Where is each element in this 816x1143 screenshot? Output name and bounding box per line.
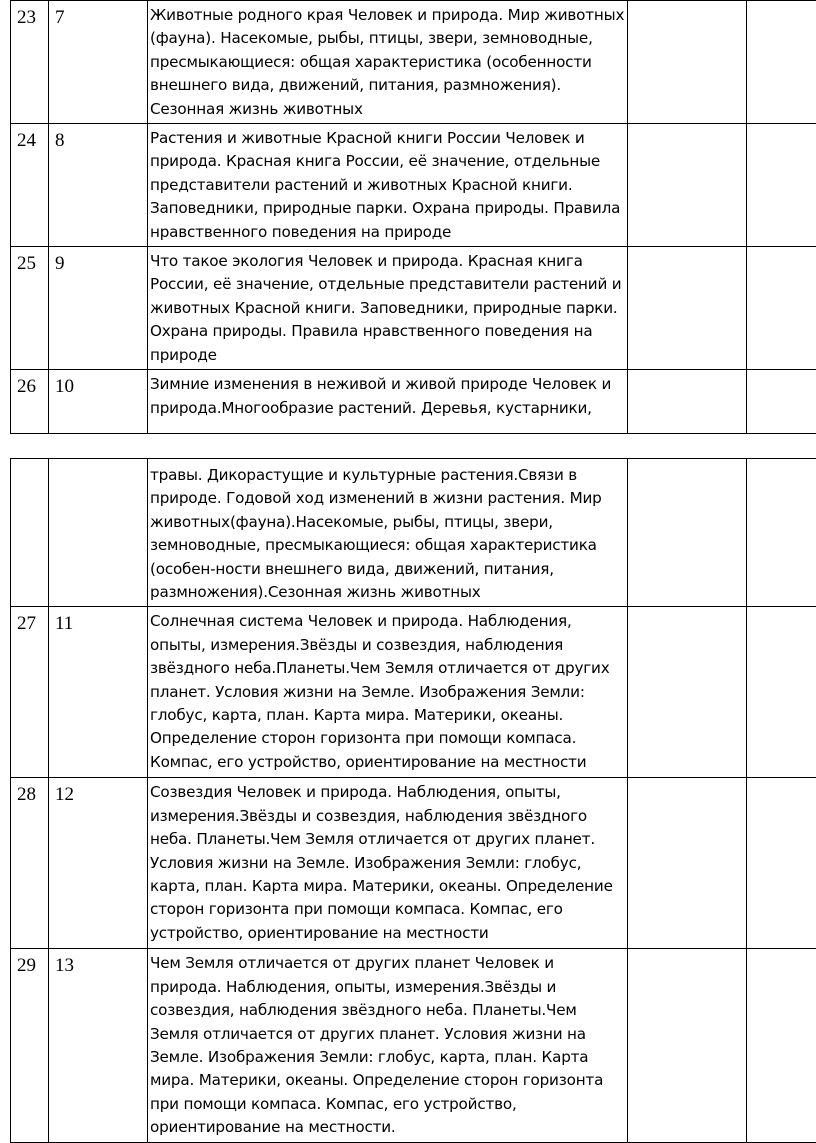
empty-cell [747, 949, 816, 1142]
empty-cell [628, 1, 747, 124]
table-row [11, 247, 816, 370]
empty-cell [628, 607, 747, 778]
lesson-topic: Животные родного края Человек и природа. Мир животных (фауна). Насекомые, рыбы, птицы, звери, земноводные, пресмыкающиеся: общая характеристика (особенности внешнего вида, движений, питания, размножения). Сезонная жизнь животных [148, 1, 628, 124]
table-row [11, 124, 816, 247]
lesson-number: 10 [49, 370, 148, 434]
lesson-topic: Созвездия Человек и природа. Наблюдения, опыты, измерения.Звёзды и созвездия, наблюдения звёздного неба. Планеты.Чем Земля отличается от других планет. Условия жизни на Земле. Изображения Земли: глобус, карта, план. Карта мира. Материки, океаны. Определение сторон горизонта при помощи компаса. Компас, его устройство, ориентирование на местности [148, 778, 628, 949]
empty-cell [628, 247, 747, 370]
row-number: 23 [11, 1, 49, 124]
lesson-topic: Чем Земля отличается от других планет Человек и природа. Наблюдения, опыты, измерения.Звёзды и созвездия, наблюдения звёздного неба. Планеты.Чем Земля отличается от других планет. Условия жизни на Земле. Изображения Земли: глобус, карта, план. Карта мира. Материки, океаны. Определение сторон горизонта при помощи компаса. Компас, его устройство, ориентирование на местности. [148, 949, 628, 1142]
empty-cell [747, 370, 816, 434]
lesson-topic: Солнечная система Человек и природа. Наблюдения, опыты, измерения.Звёзды и созвездия, наблюдения звёздного неба.Планеты.Чем Земля отличается от других планет. Условия жизни на Земле. Изображения Земли: глобус, карта, план. Карта мира. Материки, океаны. Определение сторон горизонта при помощи компаса. Компас, его устройство, ориентирование на местности [148, 607, 628, 778]
table-row [11, 949, 816, 1142]
lesson-number: 12 [49, 778, 148, 949]
empty-cell [747, 247, 816, 370]
empty-cell [628, 459, 747, 607]
empty-cell [628, 949, 747, 1142]
lesson-topic: Зимние изменения в неживой и живой природе Человек и природа.Многообразие растений. Деревья, кустарники, [148, 370, 628, 434]
row-number: 26 [11, 370, 49, 434]
empty-cell [11, 459, 49, 607]
table-row-continuation [11, 459, 816, 607]
table-row [11, 370, 816, 434]
empty-cell [628, 124, 747, 247]
empty-cell [49, 459, 148, 607]
empty-cell [747, 459, 816, 607]
row-number: 27 [11, 607, 49, 778]
table-row [11, 1, 816, 124]
lesson-number: 13 [49, 949, 148, 1142]
lesson-topic-continuation: травы. Дикорастущие и культурные растения.Связи в природе. Годовой ход изменений в жизни растения. Мир животных(фауна).Насекомые, рыбы, птицы, звери, земноводные, пресмыкающиеся: общая характеристика (особен-ности внешнего вида, движений, питания, размножения).Сезонная жизнь животных [148, 459, 628, 607]
lesson-plan-table-top [10, 0, 816, 434]
empty-cell [628, 778, 747, 949]
row-number: 29 [11, 949, 49, 1142]
empty-cell [628, 370, 747, 434]
row-number: 25 [11, 247, 49, 370]
table-row [11, 778, 816, 949]
lesson-number: 11 [49, 607, 148, 778]
lesson-topic: Что такое экология Человек и природа. Красная книга России, её значение, отдельные представители растений и животных Красной книги. Заповедники, природные парки. Охрана природы. Правила нравственного поведения на природе [148, 247, 628, 370]
empty-cell [747, 607, 816, 778]
lesson-number: 8 [49, 124, 148, 247]
lesson-number: 9 [49, 247, 148, 370]
row-number: 24 [11, 124, 49, 247]
table-row [11, 607, 816, 778]
lesson-plan-table-bottom [10, 458, 816, 1143]
empty-cell [747, 124, 816, 247]
empty-cell [747, 1, 816, 124]
lesson-topic: Растения и животные Красной книги России Человек и природа. Красная книга России, её значение, отдельные представители растений и животных Красной книги. Заповедники, природные парки. Охрана природы. Правила нравственного поведения на природе [148, 124, 628, 247]
row-number: 28 [11, 778, 49, 949]
empty-cell [747, 778, 816, 949]
lesson-number: 7 [49, 1, 148, 124]
